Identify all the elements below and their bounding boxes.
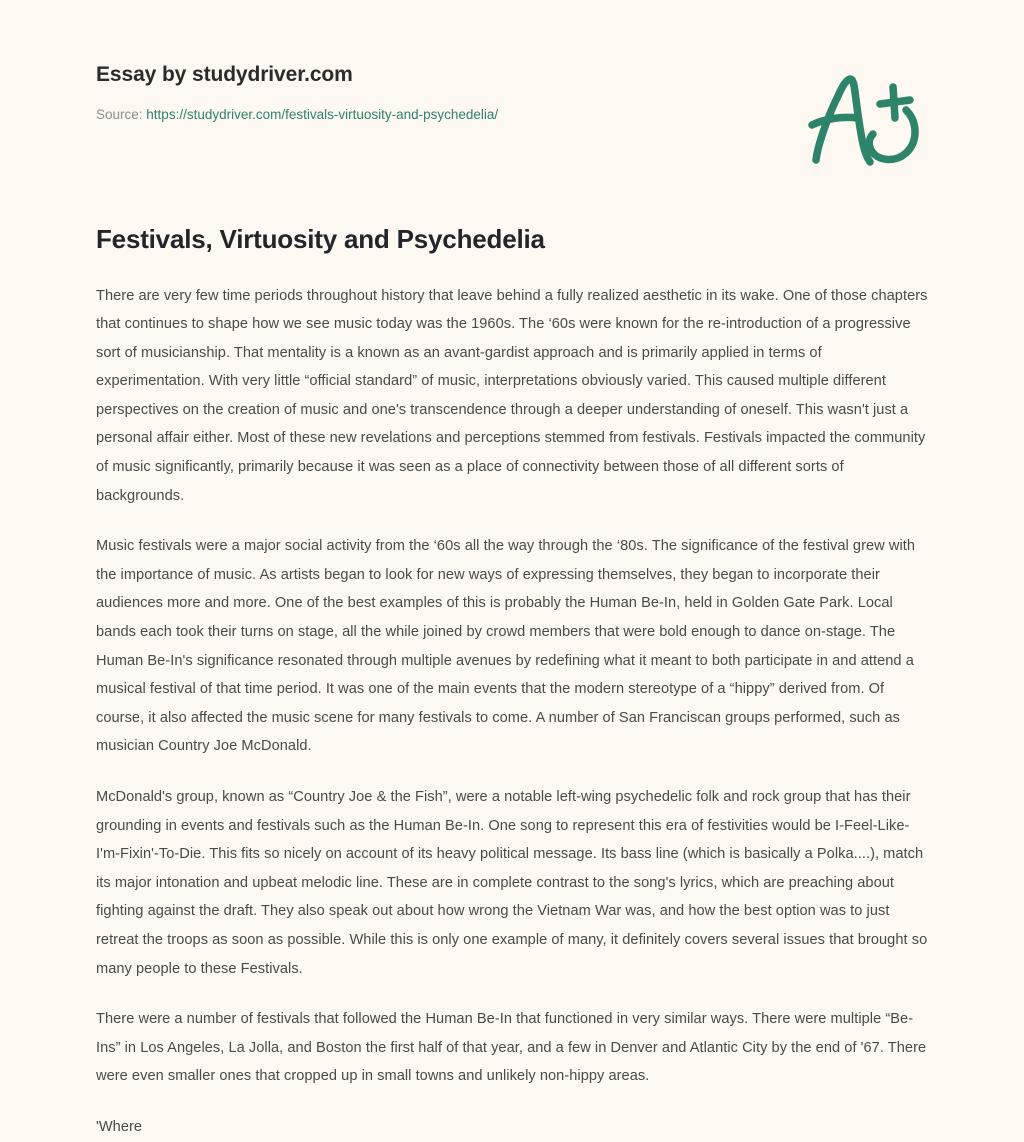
- page-title: Festivals, Virtuosity and Psychedelia: [96, 224, 545, 254]
- paragraph: McDonald's group, known as “Country Joe & the Fish”, were a notable left-wing psychedelic folk and rock group that has their grounding in events and festivals such as the Human Be-In. One song to represent this era of festivities would be I-Feel-Like-I'm-Fixin'-To-Die. This fits so nicely on account of its heavy political message. Its bass line (which is basically a Polka....), match its major intonation and upbeat melodic line. These are in complete contrast to the song's lyrics, which are preaching about fighting against the draft. They also speak out about how wrong the Vietnam War was, and how the best option was to just retreat the troops as soon as possible. While this is only one example of many, it definitely covers several issues that brought so many people to these Festivals.: [96, 789, 928, 977]
- page-header: [96, 0, 928, 125]
- paragraph: Music festivals were a major social activity from the ‘60s all the way through the ‘80s. The significance of the festival grew with the importance of music. As artists began to look for new ways of expressing themselves, they began to incorporate their audiences more and more. One of the best examples of this is probably the Human Be-In, held in Golden Gate Park. Local bands each took their turns on stage, all the while joined by crowd members that were bold enough to dance on-stage. The Human Be-In's significance resonated through multiple avenues by redefining what it meant to both participate in and attend a musical festival of that time period. It was one of the main events that the modern stereotype of a “hippy” derived from. Of course, it also affected the music scene for many festivals to come. A number of San Franciscan groups performed, such as musician Country Joe McDonald.: [96, 538, 916, 755]
- paragraph: There are very few time periods throughout history that leave behind a fully realized aesthetic in its wake. One of those chapters that continues to shape how we see music today was the 1960s. The ‘60s were known for the re-introduction of a progressive sort of musicianship. That mentality is a known as an avant-gardist approach and is primarily applied in terms of experimentation. With very little “official standard” of music, interpretations obviously varied. This caused multiple different perspectives on the creation of music and one's transcendence through a deeper understanding of oneself. This wasn't just a personal affair either. Most of these new revelations and perceptions stemmed from festivals. Festivals impacted the community of music significantly, primarily because it was seen as a place of connectivity between those of all different sorts of backgrounds.: [96, 287, 928, 504]
- source-label: Source:: [96, 107, 143, 123]
- essay-body: [96, 256, 928, 1142]
- paragraph: 'Where: [96, 1118, 143, 1135]
- paragraph: There were a number of festivals that followed the Human Be-In that functioned in very similar ways. There were multiple “Be-Ins” in Los Angeles, La Jolla, and Boston the first half of that year, and a few in Denver and Atlantic City by the end of '67. There were even smaller ones that cropped up in small towns and unlikely non-hippy areas.: [96, 1011, 927, 1085]
- studydriver-logo[interactable]: [794, 56, 934, 176]
- source-url-link[interactable]: https://studydriver.com/festivals-virtuosity-and-psychedelia/: [146, 107, 499, 123]
- essay-byline: Essay by studydriver.com: [96, 63, 353, 86]
